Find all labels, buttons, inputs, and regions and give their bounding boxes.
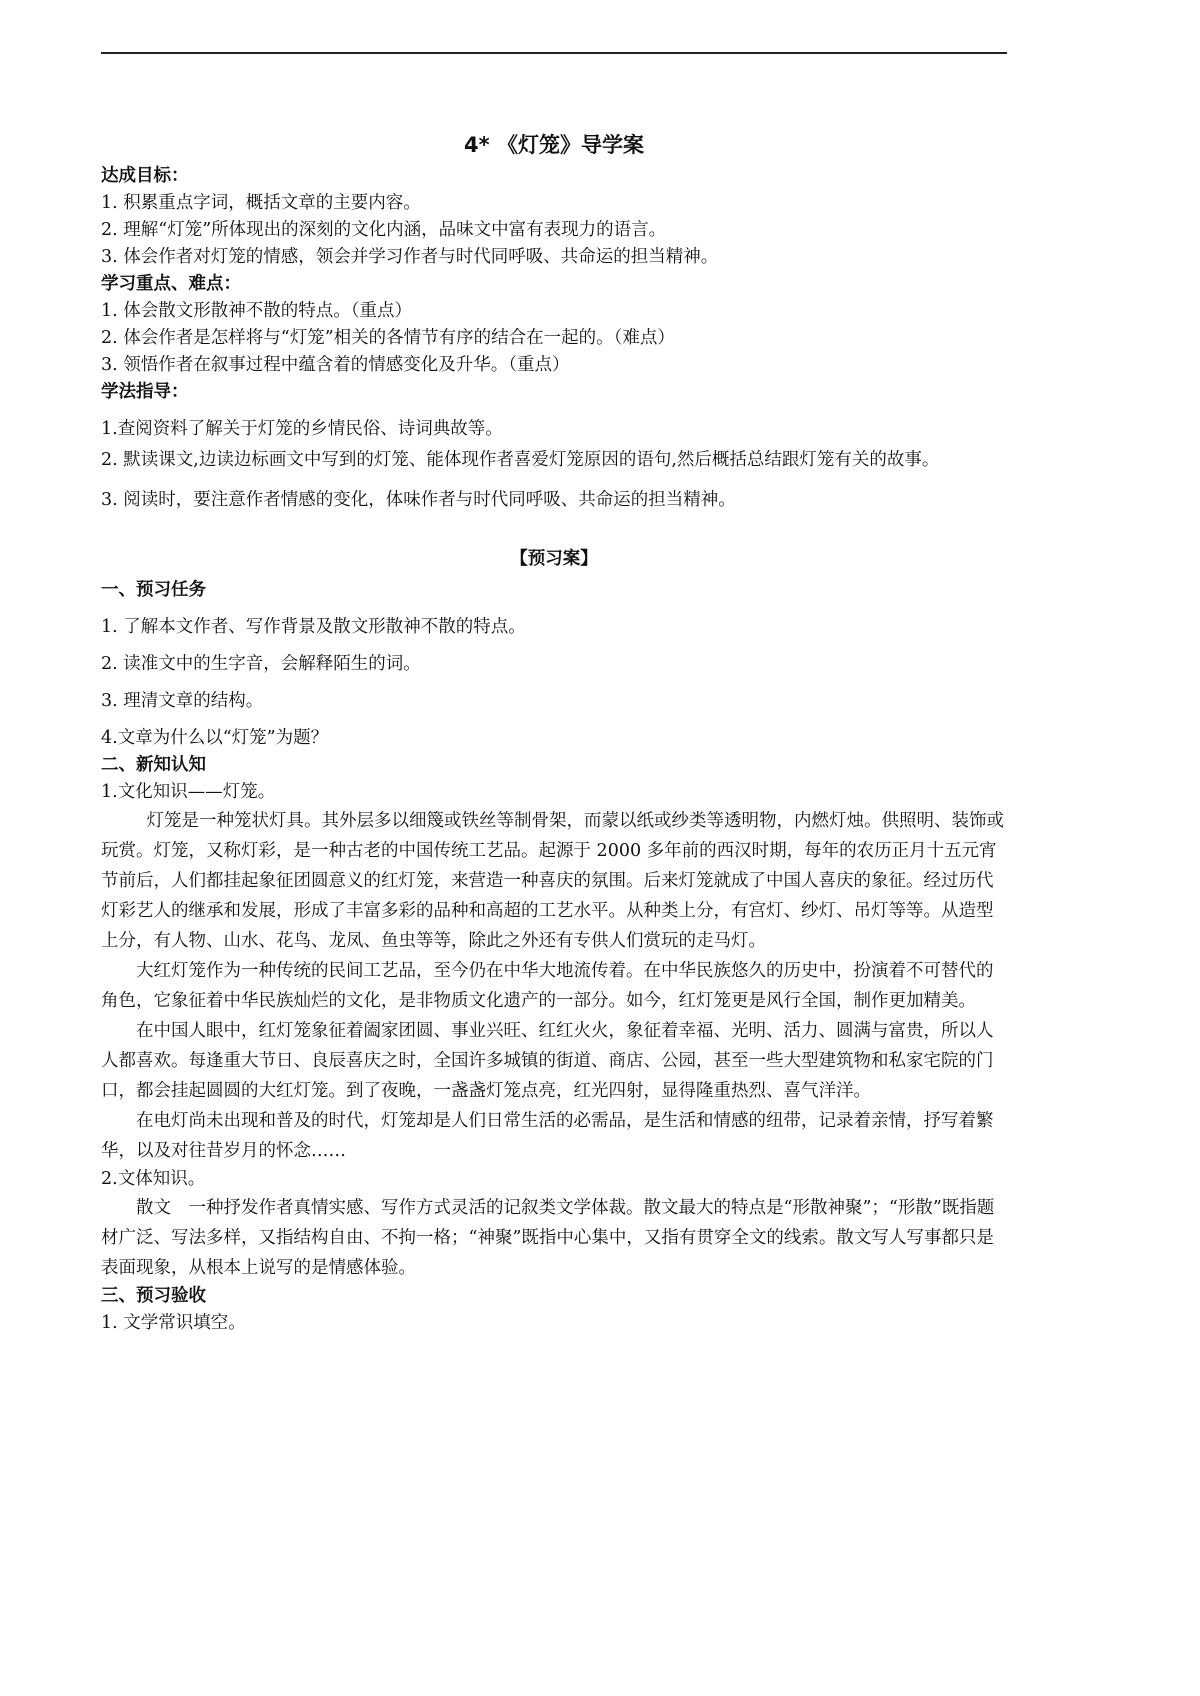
- culture-paragraph: 在中国人眼中，红灯笼象征着阖家团圆、事业兴旺、红红火火，象征着幸福、光明、活力、圆满与富贵，所以人人都喜欢。每逢重大节日、良辰喜庆之时，全国许多城镇的街道、商店、公园，甚至一些大型建筑物和私家宅院的门口，都会挂起圆圆的大红灯笼。到了夜晚，一盏盏灯笼点亮，红光四射，显得隆重热烈、喜气洋洋。: [101, 1021, 994, 1101]
- check-item: 1. 文学常识填空。: [101, 1313, 246, 1333]
- knowledge-heading: 二、新知认知: [101, 755, 206, 775]
- goals-heading: 达成目标：: [101, 166, 189, 186]
- task-item: 3. 理清文章的结构。: [101, 691, 264, 711]
- method-item: 2. 默读课文,边读边标画文中写到的灯笼、能体现作者喜爱灯笼原因的语句,然后概括总结跟灯笼有关的故事。: [101, 450, 940, 470]
- goal-item: 2. 理解“灯笼”所体现出的深刻的文化内涵，品味文中富有表现力的语言。: [101, 220, 667, 240]
- focus-item: 1. 体会散文形散神不散的特点。（重点）: [101, 301, 413, 321]
- method-item: 1.查阅资料了解关于灯笼的乡情民俗、诗词典故等。: [101, 419, 503, 439]
- task-item: 2. 读准文中的生字音，会解释陌生的词。: [101, 654, 421, 674]
- culture-heading: 1.文化知识——灯笼。: [101, 782, 276, 802]
- culture-paragraph: 在电灯尚未出现和普及的时代，灯笼却是人们日常生活的必需品，是生活和情感的纽带，记录着亲情，抒写着繁华，以及对往昔岁月的怀念……: [101, 1111, 994, 1161]
- genre-heading: 2.文体知识。: [101, 1169, 206, 1189]
- goal-item: 1. 积累重点字词，概括文章的主要内容。: [101, 193, 421, 213]
- document-title: 4* 《灯笼》导学案: [464, 133, 644, 157]
- document-page: [101, 130, 1007, 1337]
- task-heading: 一、预习任务: [101, 580, 206, 600]
- goal-item: 3. 体会作者对灯笼的情感，领会并学习作者与时代同呼吸、共命运的担当精神。: [101, 247, 719, 267]
- check-heading: 三、预习验收: [101, 1286, 206, 1306]
- focus-heading: 学习重点、难点：: [101, 274, 241, 294]
- focus-item: 2. 体会作者是怎样将与“灯笼”相关的各情节有序的结合在一起的。（难点）: [101, 328, 675, 348]
- method-item: 3. 阅读时，要注意作者情感的变化，体味作者与时代同呼吸、共命运的担当精神。: [101, 490, 736, 510]
- genre-paragraph: 散文 一种抒发作者真情实感、写作方式灵活的记叙类文学体裁。散文最大的特点是“形散神聚”；“形散”既指题材广泛、写法多样，又指结构自由、不拘一格；“神聚”既指中心集中，又指有贯穿全文的线索。散文写人写事都只是表面现象，从根本上说写的是情感体验。: [101, 1198, 995, 1278]
- focus-item: 3. 领悟作者在叙事过程中蕴含着的情感变化及升华。（重点）: [101, 355, 570, 375]
- culture-paragraph: 灯笼是一种笼状灯具。其外层多以细篾或铁丝等制骨架，而蒙以纸或纱类等透明物，内燃灯烛。供照明、装饰或玩赏。灯笼，又称灯彩，是一种古老的中国传统工艺品。起源于 2000 多年前的西汉时期，每年的农历正月十五元宵节前后，人们都挂起象征团圆意义的红灯笼，来营造一种喜庆的氛围。后来灯笼就成了中国人喜庆的象征。经过历代灯彩艺人的继承和发展，形成了丰富多彩的品种和高超的工艺水平。从种类上分，有宫灯、纱灯、吊灯等等。从造型上分，有人物、山水、花鸟、龙凤、鱼虫等等，除此之外还有专供人们赏玩的走马灯。: [101, 811, 1004, 951]
- culture-paragraph: 大红灯笼作为一种传统的民间工艺品，至今仍在中华大地流传着。在中华民族悠久的历史中，扮演着不可替代的角色，它象征着中华民族灿烂的文化，是非物质文化遗产的一部分。如今，红灯笼更是风行全国，制作更加精美。: [101, 961, 994, 1011]
- preview-title: 【预习案】: [510, 549, 598, 569]
- task-item: 1. 了解本文作者、写作背景及散文形散神不散的特点。: [101, 617, 526, 637]
- task-item: 4.文章为什么以“灯笼”为题？: [101, 728, 329, 748]
- header-rule: [101, 52, 1007, 54]
- method-heading: 学法指导：: [101, 382, 189, 402]
